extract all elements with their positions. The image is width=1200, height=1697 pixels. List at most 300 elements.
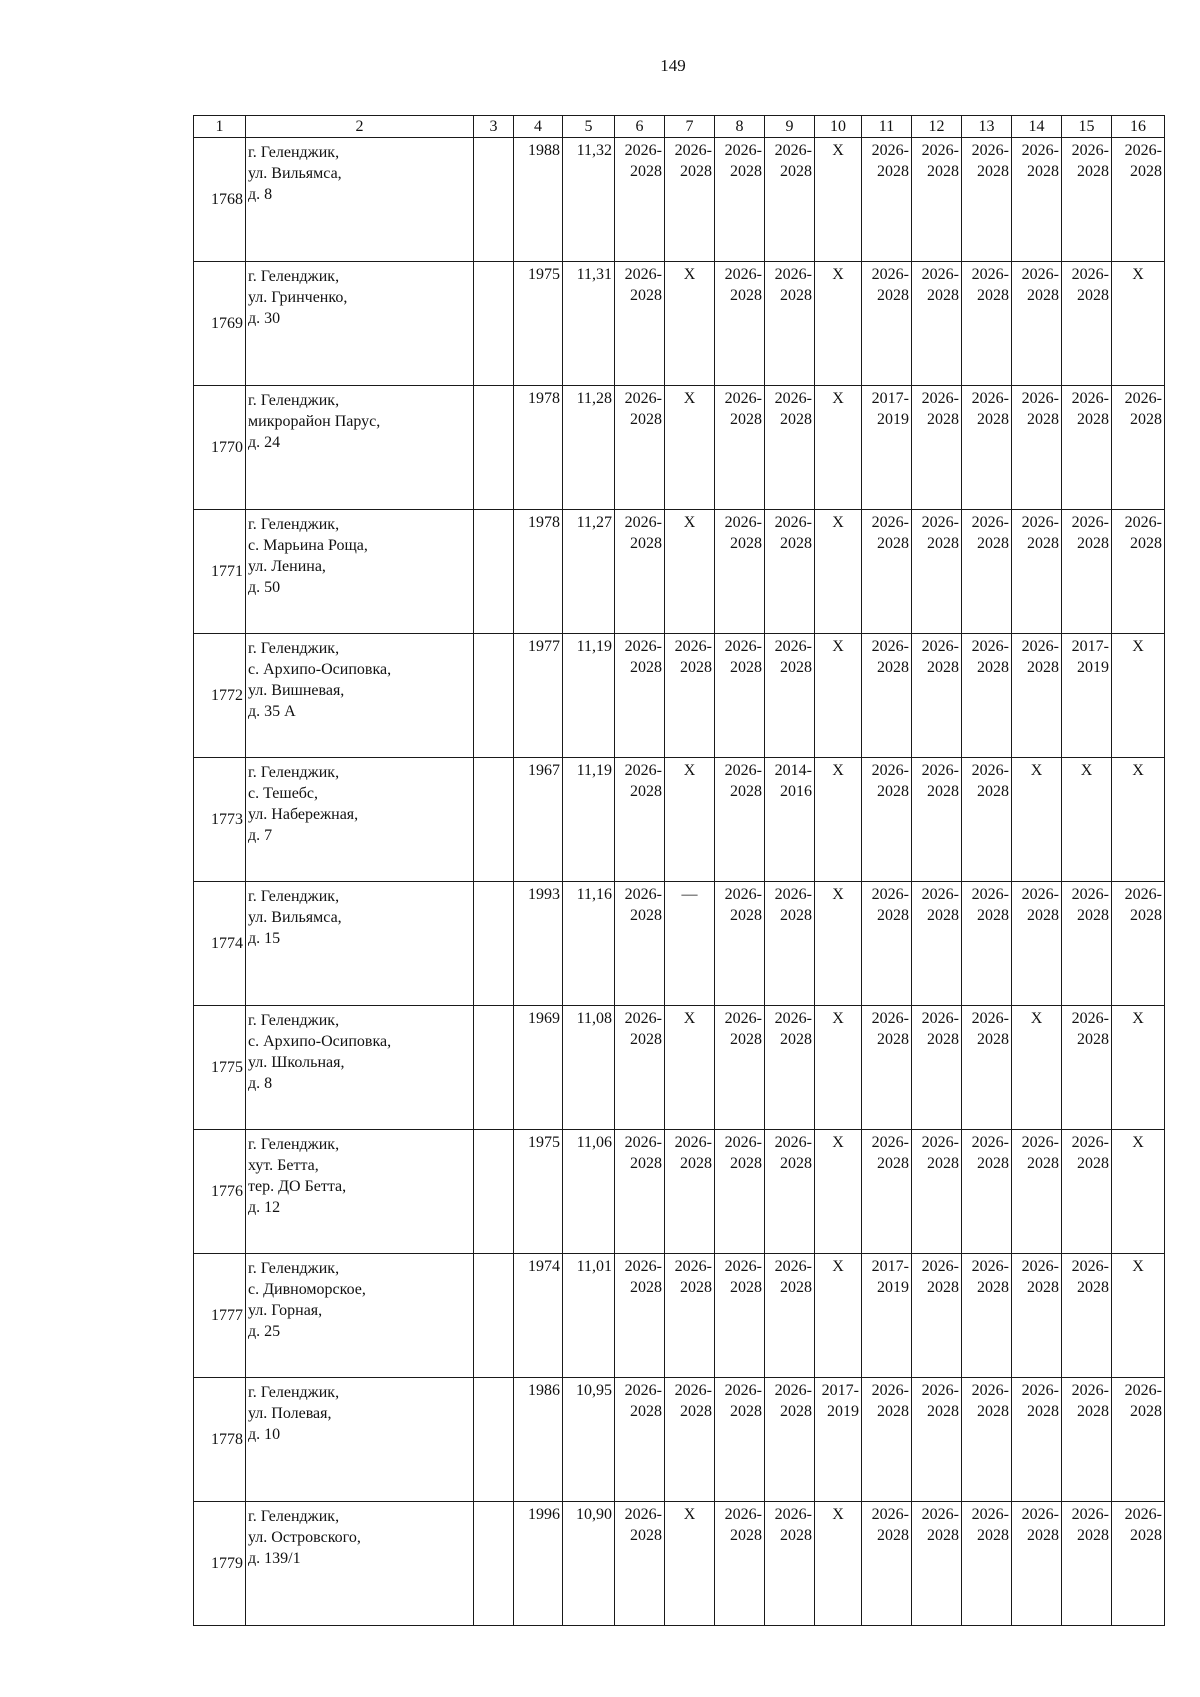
- period-text: 2028: [977, 1279, 1009, 1296]
- value-cell: 10,90: [563, 1502, 615, 1626]
- value-cell: 11,19: [563, 758, 615, 882]
- period-text: 2028: [780, 659, 812, 676]
- period-cell: [765, 758, 815, 882]
- period-cell: [862, 1006, 912, 1130]
- period-cell: [715, 262, 765, 386]
- period-cell: [862, 138, 912, 262]
- period-text: 2028: [927, 287, 959, 304]
- table-row: [194, 634, 1165, 758]
- period-text: 2028: [977, 1155, 1009, 1172]
- period-text: 2026-: [724, 1506, 762, 1523]
- address-line: д. 139/1: [248, 1550, 301, 1567]
- period-cell: [665, 1254, 715, 1378]
- period-cell: [815, 510, 862, 634]
- column-3-cell: [474, 1130, 514, 1254]
- period-cell: [615, 634, 665, 758]
- column-header: 9: [765, 116, 815, 138]
- value-cell: 11,08: [563, 1006, 615, 1130]
- period-cell: [1112, 1006, 1165, 1130]
- period-text: 2028: [1077, 535, 1109, 552]
- period-text: X: [1132, 1134, 1144, 1151]
- period-text: 2026-: [921, 1506, 959, 1523]
- period-text: 2028: [730, 1527, 762, 1544]
- period-text: 2026-: [921, 1258, 959, 1275]
- period-cell: [815, 758, 862, 882]
- address-line: г. Геленджик,: [248, 888, 340, 905]
- period-cell: [912, 510, 962, 634]
- period-text: 2026-: [1021, 514, 1059, 531]
- period-text: 2028: [730, 783, 762, 800]
- year-cell: 1977: [514, 634, 563, 758]
- period-text: 2028: [1130, 411, 1162, 428]
- period-cell: [615, 510, 665, 634]
- address-line: ул. Вильямса,: [248, 909, 342, 926]
- address-line: д. 25: [248, 1323, 281, 1340]
- period-cell: [1112, 386, 1165, 510]
- column-header: 13: [962, 116, 1012, 138]
- address-line: д. 50: [248, 579, 281, 596]
- period-text: 2026-: [774, 514, 812, 531]
- period-text: 2028: [977, 535, 1009, 552]
- period-text: 2028: [780, 287, 812, 304]
- address-line: г. Геленджик,: [248, 640, 340, 657]
- period-cell: [815, 1006, 862, 1130]
- period-text: 2026-: [724, 1010, 762, 1027]
- period-cell: [1062, 882, 1112, 1006]
- period-text: 2028: [680, 1403, 712, 1420]
- period-text: X: [832, 762, 844, 779]
- value-cell: 11,27: [563, 510, 615, 634]
- address-line: ул. Вильямса,: [248, 165, 342, 182]
- period-cell: [815, 138, 862, 262]
- period-text: 2028: [1077, 1155, 1109, 1172]
- period-cell: [912, 1502, 962, 1626]
- period-cell: [962, 138, 1012, 262]
- period-cell: [765, 262, 815, 386]
- period-text: 2028: [780, 535, 812, 552]
- period-cell: [815, 1378, 862, 1502]
- period-text: X: [683, 266, 696, 283]
- column-3-cell: [474, 1006, 514, 1130]
- period-text: 2028: [877, 1155, 909, 1172]
- period-cell: [1112, 510, 1165, 634]
- period-text: X: [1132, 638, 1144, 655]
- period-cell: [1012, 262, 1062, 386]
- period-text: X: [832, 142, 844, 159]
- period-text: X: [1080, 762, 1093, 779]
- period-text: X: [683, 514, 696, 531]
- period-text: 2026-: [921, 762, 959, 779]
- table-row: [194, 510, 1165, 634]
- period-text: 2026-: [871, 1382, 909, 1399]
- period-text: 2026-: [774, 390, 812, 407]
- table-row: [194, 386, 1165, 510]
- year-cell: 1978: [514, 386, 563, 510]
- period-text: 2028: [877, 659, 909, 676]
- period-text: 2028: [780, 163, 812, 180]
- period-text: X: [1132, 266, 1144, 283]
- column-3-cell: [474, 1254, 514, 1378]
- period-text: 2026-: [971, 1382, 1009, 1399]
- period-text: 2026-: [624, 1134, 662, 1151]
- column-header: 7: [665, 116, 715, 138]
- period-text: 2026-: [724, 390, 762, 407]
- period-cell: [815, 1130, 862, 1254]
- period-text: 2028: [927, 1527, 959, 1544]
- period-text: 2026-: [1021, 886, 1059, 903]
- period-text: 2026-: [971, 1134, 1009, 1151]
- column-3-cell: [474, 138, 514, 262]
- period-text: 2028: [780, 1403, 812, 1420]
- period-text: 2028: [780, 1031, 812, 1048]
- address-cell: [246, 510, 474, 634]
- period-text: X: [832, 266, 844, 283]
- row-number: 1768: [194, 138, 246, 262]
- period-text: 2028: [630, 163, 662, 180]
- year-cell: 1969: [514, 1006, 563, 1130]
- period-text: 2026-: [624, 886, 662, 903]
- row-number: 1775: [194, 1006, 246, 1130]
- period-cell: [665, 1378, 715, 1502]
- period-text: 2026-: [1071, 390, 1109, 407]
- period-text: 2026-: [774, 1134, 812, 1151]
- period-cell: [1112, 1378, 1165, 1502]
- address-cell: [246, 386, 474, 510]
- period-text: 2028: [977, 1527, 1009, 1544]
- period-text: 2028: [630, 535, 662, 552]
- period-text: 2028: [1027, 907, 1059, 924]
- column-header: 14: [1012, 116, 1062, 138]
- period-text: 2026-: [774, 142, 812, 159]
- row-number: 1769: [194, 262, 246, 386]
- period-cell: [715, 510, 765, 634]
- period-text: 2014-: [774, 762, 812, 779]
- period-text: 2028: [730, 287, 762, 304]
- address-line: д. 7: [248, 827, 273, 844]
- row-number: 1778: [194, 1378, 246, 1502]
- period-text: 2026-: [1021, 1382, 1059, 1399]
- address-line: г. Геленджик,: [248, 1260, 340, 1277]
- period-text: 2028: [1027, 163, 1059, 180]
- column-number-header-row: [194, 116, 1165, 138]
- period-text: 2026-: [1021, 142, 1059, 159]
- period-text: 2028: [1077, 1527, 1109, 1544]
- period-cell: [1112, 1254, 1165, 1378]
- column-header: 12: [912, 116, 962, 138]
- address-cell: [246, 882, 474, 1006]
- period-text: 2026-: [921, 638, 959, 655]
- value-cell: 11,19: [563, 634, 615, 758]
- value-cell: 11,31: [563, 262, 615, 386]
- period-cell: [1012, 386, 1062, 510]
- period-text: X: [683, 1506, 696, 1523]
- year-cell: 1978: [514, 510, 563, 634]
- period-text: 2026-: [774, 886, 812, 903]
- housing-register-table: [193, 115, 1165, 1626]
- column-header: 8: [715, 116, 765, 138]
- period-cell: [1012, 1502, 1062, 1626]
- table-row: [194, 1502, 1165, 1626]
- period-text: 2028: [780, 907, 812, 924]
- period-text: 2026-: [921, 1010, 959, 1027]
- address-line: г. Геленджик,: [248, 1508, 340, 1525]
- period-text: 2028: [630, 411, 662, 428]
- period-text: 2028: [780, 1527, 812, 1544]
- period-cell: [665, 1130, 715, 1254]
- period-cell: [765, 1378, 815, 1502]
- period-text: 2028: [1077, 411, 1109, 428]
- period-cell: [962, 882, 1012, 1006]
- row-number: 1777: [194, 1254, 246, 1378]
- period-text: 2028: [977, 411, 1009, 428]
- period-cell: [962, 1006, 1012, 1130]
- period-text: 2026-: [624, 1010, 662, 1027]
- period-cell: [1012, 510, 1062, 634]
- period-text: 2026-: [871, 1134, 909, 1151]
- period-cell: [665, 758, 715, 882]
- period-cell: [715, 1006, 765, 1130]
- period-text: 2028: [977, 783, 1009, 800]
- address-line: ул. Ленина,: [248, 558, 326, 575]
- period-cell: [862, 634, 912, 758]
- table-row: [194, 1378, 1165, 1502]
- column-3-cell: [474, 1378, 514, 1502]
- address-line: г. Геленджик,: [248, 516, 340, 533]
- period-cell: [1112, 262, 1165, 386]
- period-text: 2028: [630, 659, 662, 676]
- period-text: 2026-: [921, 390, 959, 407]
- period-cell: [1062, 1378, 1112, 1502]
- address-line: г. Геленджик,: [248, 144, 340, 161]
- column-3-cell: [474, 510, 514, 634]
- period-text: 2026-: [921, 266, 959, 283]
- year-cell: 1967: [514, 758, 563, 882]
- period-cell: [912, 1130, 962, 1254]
- period-cell: [715, 1254, 765, 1378]
- period-text: 2028: [877, 783, 909, 800]
- period-text: 2028: [1027, 659, 1059, 676]
- period-cell: [765, 1502, 815, 1626]
- period-cell: [615, 882, 665, 1006]
- address-line: ул. Гринченко,: [248, 289, 348, 306]
- period-cell: [665, 386, 715, 510]
- period-text: 2026-: [624, 142, 662, 159]
- year-cell: 1974: [514, 1254, 563, 1378]
- period-text: X: [683, 762, 696, 779]
- address-cell: [246, 758, 474, 882]
- period-text: 2026-: [1021, 1258, 1059, 1275]
- period-text: 2028: [780, 1155, 812, 1172]
- year-cell: 1988: [514, 138, 563, 262]
- period-text: 2028: [730, 907, 762, 924]
- period-cell: [1012, 758, 1062, 882]
- period-text: 2026-: [971, 1506, 1009, 1523]
- period-cell: [862, 510, 912, 634]
- period-text: X: [832, 886, 844, 903]
- period-text: X: [1132, 1258, 1144, 1275]
- period-text: 2026-: [724, 1382, 762, 1399]
- period-cell: [665, 1006, 715, 1130]
- period-cell: [1062, 634, 1112, 758]
- period-text: 2028: [977, 287, 1009, 304]
- period-text: 2028: [977, 907, 1009, 924]
- period-text: 2026-: [871, 1010, 909, 1027]
- period-text: X: [1132, 1010, 1144, 1027]
- address-line: с. Архипо-Осиповка,: [248, 661, 392, 678]
- table-row: [194, 1006, 1165, 1130]
- period-text: 2026-: [674, 142, 712, 159]
- period-text: 2028: [1027, 1155, 1059, 1172]
- period-text: 2026-: [724, 886, 762, 903]
- period-cell: [615, 1378, 665, 1502]
- period-text: 2028: [927, 1279, 959, 1296]
- period-text: 2026-: [1071, 514, 1109, 531]
- period-cell: [962, 1254, 1012, 1378]
- period-cell: [912, 1254, 962, 1378]
- address-line: ул. Вишневая,: [248, 682, 345, 699]
- period-cell: [1112, 634, 1165, 758]
- period-cell: [1012, 1130, 1062, 1254]
- table-row: [194, 262, 1165, 386]
- period-cell: [1062, 138, 1112, 262]
- period-cell: [962, 386, 1012, 510]
- value-cell: 11,01: [563, 1254, 615, 1378]
- period-text: 2028: [730, 535, 762, 552]
- period-text: 2028: [927, 783, 959, 800]
- period-text: 2026-: [1071, 1010, 1109, 1027]
- period-text: 2028: [630, 287, 662, 304]
- period-text: 2028: [1077, 907, 1109, 924]
- period-text: 2026-: [871, 1506, 909, 1523]
- period-text: 2028: [730, 659, 762, 676]
- period-text: 2028: [780, 411, 812, 428]
- period-cell: [1012, 1006, 1062, 1130]
- period-text: 2028: [730, 163, 762, 180]
- period-text: —: [681, 886, 698, 903]
- address-line: д. 8: [248, 1075, 273, 1092]
- row-number: 1776: [194, 1130, 246, 1254]
- period-text: 2026-: [624, 762, 662, 779]
- address-cell: [246, 138, 474, 262]
- period-text: 2026-: [624, 390, 662, 407]
- address-line: д. 24: [248, 434, 281, 451]
- period-cell: [715, 1502, 765, 1626]
- period-cell: [912, 758, 962, 882]
- period-text: 2028: [927, 659, 959, 676]
- period-text: 2028: [927, 163, 959, 180]
- period-text: 2026-: [971, 266, 1009, 283]
- period-text: 2026-: [921, 886, 959, 903]
- address-line: ул. Набережная,: [248, 806, 359, 823]
- period-text: 2028: [680, 1279, 712, 1296]
- address-line: д. 35 А: [248, 703, 296, 720]
- period-text: 2026-: [871, 142, 909, 159]
- period-text: 2028: [730, 1279, 762, 1296]
- period-text: 2026-: [1124, 1382, 1162, 1399]
- period-cell: [715, 386, 765, 510]
- period-text: 2028: [877, 907, 909, 924]
- period-cell: [815, 634, 862, 758]
- period-text: 2026-: [674, 1258, 712, 1275]
- row-number: 1779: [194, 1502, 246, 1626]
- period-cell: [715, 758, 765, 882]
- period-text: 2028: [680, 659, 712, 676]
- period-cell: [1012, 882, 1062, 1006]
- period-cell: [665, 1502, 715, 1626]
- period-text: 2026-: [971, 390, 1009, 407]
- row-number: 1771: [194, 510, 246, 634]
- period-cell: [862, 262, 912, 386]
- period-cell: [615, 1502, 665, 1626]
- address-line: ул. Горная,: [248, 1302, 323, 1319]
- period-text: 2019: [877, 1279, 909, 1296]
- table-row: [194, 138, 1165, 262]
- column-header: 11: [862, 116, 912, 138]
- address-line: д. 15: [248, 930, 281, 947]
- period-cell: [765, 882, 815, 1006]
- year-cell: 1975: [514, 1130, 563, 1254]
- address-line: с. Архипо-Осиповка,: [248, 1033, 392, 1050]
- row-number: 1774: [194, 882, 246, 1006]
- period-cell: [962, 262, 1012, 386]
- period-text: 2026-: [674, 1134, 712, 1151]
- period-text: 2026-: [971, 1010, 1009, 1027]
- period-cell: [1062, 1130, 1112, 1254]
- period-cell: [665, 634, 715, 758]
- period-text: 2028: [780, 1279, 812, 1296]
- period-text: 2026-: [1071, 1258, 1109, 1275]
- address-line: с. Дивноморское,: [248, 1281, 366, 1298]
- period-text: X: [832, 1134, 844, 1151]
- period-cell: [1112, 882, 1165, 1006]
- period-text: 2028: [977, 1403, 1009, 1420]
- period-cell: [1062, 510, 1112, 634]
- period-text: 2026-: [624, 266, 662, 283]
- period-text: 2028: [877, 287, 909, 304]
- period-text: 2026-: [724, 266, 762, 283]
- period-text: X: [683, 1010, 696, 1027]
- period-cell: [1012, 634, 1062, 758]
- period-text: 2028: [877, 163, 909, 180]
- period-text: 2026-: [724, 142, 762, 159]
- period-cell: [1062, 1006, 1112, 1130]
- period-text: 2026-: [1021, 1134, 1059, 1151]
- address-line: микрорайон Парус,: [248, 413, 381, 430]
- period-text: 2026-: [1124, 514, 1162, 531]
- address-line: г. Геленджик,: [248, 1136, 340, 1153]
- period-text: 2026-: [971, 514, 1009, 531]
- period-text: 2026-: [1124, 142, 1162, 159]
- column-3-cell: [474, 758, 514, 882]
- period-cell: [1112, 758, 1165, 882]
- period-cell: [1062, 386, 1112, 510]
- period-cell: [615, 1006, 665, 1130]
- period-text: 2026-: [871, 886, 909, 903]
- period-text: 2026-: [774, 1258, 812, 1275]
- period-cell: [1012, 138, 1062, 262]
- year-cell: 1996: [514, 1502, 563, 1626]
- period-text: 2028: [730, 1403, 762, 1420]
- period-text: 2028: [630, 1527, 662, 1544]
- table-row: [194, 1254, 1165, 1378]
- period-text: 2028: [630, 1155, 662, 1172]
- period-text: 2028: [977, 1031, 1009, 1048]
- value-cell: 11,06: [563, 1130, 615, 1254]
- address-cell: [246, 262, 474, 386]
- row-number: 1770: [194, 386, 246, 510]
- value-cell: 10,95: [563, 1378, 615, 1502]
- period-cell: [765, 634, 815, 758]
